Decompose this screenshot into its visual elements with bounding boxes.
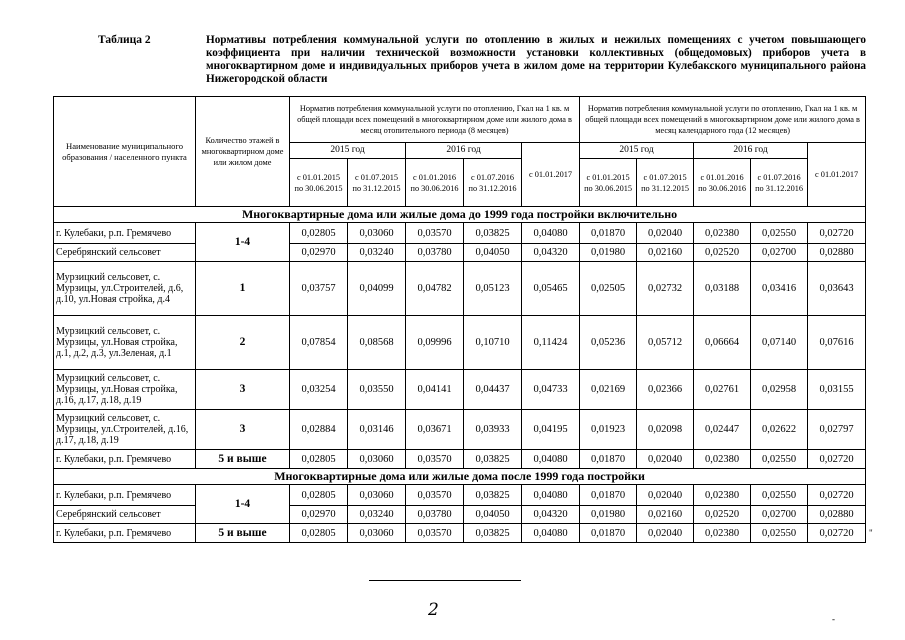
municipality-cell: Мурзицкий сельсовет, с. Мурзицы, ул.Новая стройка, д.16, д.17, д.18, д.19 <box>54 370 196 410</box>
floors-cell: 5 и выше <box>196 524 290 543</box>
norm-value-cell: 0,04437 <box>464 370 522 410</box>
norm-value-cell: 0,04050 <box>464 244 522 262</box>
norm-value-cell: 0,02380 <box>694 223 751 244</box>
municipality-cell: Мурзицкий сельсовет, с. Мурзицы, ул.Строителей, д.6, д.10, ул.Новая стройка, д.4 <box>54 262 196 316</box>
norm-value-cell: 0,04733 <box>522 370 580 410</box>
header-municipality: Наименование муниципального образования / населенного пункта <box>54 97 196 207</box>
norm-value-cell: 0,03188 <box>694 262 751 316</box>
norm-value-cell: 0,02761 <box>694 370 751 410</box>
norm-value-cell: 0,02550 <box>751 223 808 244</box>
norm-value-cell: 0,05712 <box>637 316 694 370</box>
norm-value-cell: 0,02366 <box>637 370 694 410</box>
header-period: с 01.07.2015 по 31.12.2015 <box>637 159 694 207</box>
table-row <box>54 370 866 410</box>
norm-value-cell: 0,04080 <box>522 485 580 506</box>
norm-value-cell: 0,01870 <box>580 223 637 244</box>
floors-cell: 3 <box>196 410 290 450</box>
norm-value-cell: 0,04195 <box>522 410 580 450</box>
floors-cell: 2 <box>196 316 290 370</box>
norm-value-cell: 0,04050 <box>464 506 522 524</box>
municipality-cell: г. Кулебаки, р.п. Гремячево <box>54 450 196 469</box>
header-year-2015: 2015 год <box>290 143 406 159</box>
section-title: Многоквартирные дома или жилые дома после 1999 года постройки <box>54 469 866 485</box>
municipality-cell: Серебрянский сельсовет <box>54 244 196 262</box>
corner-mark: - <box>832 614 835 624</box>
norm-value-cell: 0,03240 <box>348 506 406 524</box>
header-period: с 01.01.2017 <box>522 143 580 207</box>
header-period: с 01.01.2017 <box>808 143 866 207</box>
table-row <box>54 262 866 316</box>
norm-value-cell: 0,02550 <box>751 450 808 469</box>
norm-value-cell: 0,02880 <box>808 244 866 262</box>
norm-value-cell: 0,02720 <box>808 524 866 543</box>
norm-value-cell: 0,04080 <box>522 223 580 244</box>
norm-value-cell: 0,03780 <box>406 506 464 524</box>
norm-value-cell: 0,01870 <box>580 450 637 469</box>
norm-value-cell: 0,02520 <box>694 244 751 262</box>
norm-value-cell: 0,04320 <box>522 506 580 524</box>
norm-value-cell: 0,11424 <box>522 316 580 370</box>
norm-value-cell: 0,02797 <box>808 410 866 450</box>
header-floors: Количество этажей в многоквартирном доме или жилом доме <box>196 97 290 207</box>
table-row <box>54 316 866 370</box>
table-row <box>54 524 866 543</box>
norm-value-cell: 0,02040 <box>637 485 694 506</box>
norm-value-cell: 0,03643 <box>808 262 866 316</box>
norm-value-cell: 0,02550 <box>751 524 808 543</box>
norm-value-cell: 0,01870 <box>580 524 637 543</box>
norm-value-cell: 0,02805 <box>290 450 348 469</box>
norm-value-cell: 0,03060 <box>348 485 406 506</box>
header-period: с 01.07.2016 по 31.12.2016 <box>751 159 808 207</box>
table-row <box>54 485 866 506</box>
norm-value-cell: 0,02040 <box>637 524 694 543</box>
norm-value-cell: 0,01980 <box>580 506 637 524</box>
header-period: с 01.07.2015 по 31.12.2015 <box>348 159 406 207</box>
margin-mark: " <box>869 528 873 538</box>
norm-value-cell: 0,02098 <box>637 410 694 450</box>
norm-value-cell: 0,02160 <box>637 506 694 524</box>
norm-value-cell: 0,02520 <box>694 506 751 524</box>
norm-value-cell: 0,03825 <box>464 450 522 469</box>
table-row <box>54 410 866 450</box>
norm-value-cell: 0,03240 <box>348 244 406 262</box>
norm-value-cell: 0,02805 <box>290 223 348 244</box>
norm-value-cell: 0,02805 <box>290 524 348 543</box>
norm-value-cell: 0,02958 <box>751 370 808 410</box>
municipality-cell: Мурзицкий сельсовет, с. Мурзицы, ул.Новая стройка, д.1, д.2, д.3, ул.Зеленая, д.1 <box>54 316 196 370</box>
table-label: Таблица 2 <box>98 34 151 46</box>
norm-value-cell: 0,04141 <box>406 370 464 410</box>
header-year-2016: 2016 год <box>406 143 522 159</box>
municipality-cell: Мурзицкий сельсовет, с. Мурзицы, ул.Строителей, д.16, д.17, д.18, д.19 <box>54 410 196 450</box>
floors-cell: 1 <box>196 262 290 316</box>
norm-value-cell: 0,01980 <box>580 244 637 262</box>
norms-table <box>53 96 866 543</box>
norm-value-cell: 0,03570 <box>406 524 464 543</box>
norm-value-cell: 0,02550 <box>751 485 808 506</box>
norm-value-cell: 0,02970 <box>290 244 348 262</box>
norm-value-cell: 0,07854 <box>290 316 348 370</box>
norm-value-cell: 0,02040 <box>637 223 694 244</box>
norm-value-cell: 0,02380 <box>694 450 751 469</box>
norm-value-cell: 0,03780 <box>406 244 464 262</box>
norm-value-cell: 0,05465 <box>522 262 580 316</box>
norm-value-cell: 0,03825 <box>464 223 522 244</box>
section-before-1999 <box>54 207 866 469</box>
header-period: с 01.01.2016 по 30.06.2016 <box>694 159 751 207</box>
norm-value-cell: 0,02160 <box>637 244 694 262</box>
header-period: с 01.01.2016 по 30.06.2016 <box>406 159 464 207</box>
norm-value-cell: 0,03146 <box>348 410 406 450</box>
header-year-2015: 2015 год <box>580 143 694 159</box>
page-number: 2 <box>428 600 439 620</box>
norm-value-cell: 0,02380 <box>694 524 751 543</box>
section-title: Многоквартирные дома или жилые дома до 1999 года постройки включительно <box>54 207 866 223</box>
norm-value-cell: 0,06664 <box>694 316 751 370</box>
header-period: с 01.01.2015 по 30.06.2015 <box>290 159 348 207</box>
floors-cell: 5 и выше <box>196 450 290 469</box>
municipality-cell: г. Кулебаки, р.п. Гремячево <box>54 524 196 543</box>
header-period: с 01.01.2015 по 30.06.2015 <box>580 159 637 207</box>
municipality-cell: г. Кулебаки, р.п. Гремячево <box>54 223 196 244</box>
norm-value-cell: 0,03155 <box>808 370 866 410</box>
norm-value-cell: 0,03550 <box>348 370 406 410</box>
norm-value-cell: 0,02970 <box>290 506 348 524</box>
footnote-rule <box>369 580 521 581</box>
table-row <box>54 450 866 469</box>
norm-value-cell: 0,03570 <box>406 223 464 244</box>
norm-value-cell: 0,02732 <box>637 262 694 316</box>
norm-value-cell: 0,03416 <box>751 262 808 316</box>
norm-value-cell: 0,08568 <box>348 316 406 370</box>
norm-value-cell: 0,03825 <box>464 485 522 506</box>
norm-value-cell: 0,02700 <box>751 506 808 524</box>
norm-value-cell: 0,04320 <box>522 244 580 262</box>
norm-value-cell: 0,03060 <box>348 524 406 543</box>
norm-value-cell: 0,02805 <box>290 485 348 506</box>
header-year-2016: 2016 год <box>694 143 808 159</box>
norm-value-cell: 0,02447 <box>694 410 751 450</box>
norm-value-cell: 0,03060 <box>348 223 406 244</box>
municipality-cell: Серебрянский сельсовет <box>54 506 196 524</box>
norm-value-cell: 0,02700 <box>751 244 808 262</box>
norm-value-cell: 0,02880 <box>808 506 866 524</box>
table-row <box>54 223 866 244</box>
floors-cell: 1-4 <box>196 223 290 262</box>
norm-value-cell: 0,03570 <box>406 450 464 469</box>
document-title: Нормативы потребления коммунальной услуги по отоплению в жилых и нежилых помещениях с учетом повышающего коэффициента при наличии технической возможности установки коллективных (общедомовых) приборов учета в многоквартирном доме и индивидуальных приборов учета в жилом доме на территории Кулебакского муниципального района Нижегородской области <box>206 34 866 85</box>
norm-value-cell: 0,03570 <box>406 485 464 506</box>
floors-cell: 3 <box>196 370 290 410</box>
norm-value-cell: 0,03757 <box>290 262 348 316</box>
header-period: с 01.07.2016 по 31.12.2016 <box>464 159 522 207</box>
norm-value-cell: 0,05123 <box>464 262 522 316</box>
norm-value-cell: 0,04080 <box>522 450 580 469</box>
norm-value-cell: 0,04782 <box>406 262 464 316</box>
header-group-12-months: Норматив потребления коммунальной услуги по отоплению, Гкал на 1 кв. м общей площади всех помещений в многоквартирном доме или жилого дома в месяц календарного года (12 месяцев) <box>580 97 866 143</box>
municipality-cell: г. Кулебаки, р.п. Гремячево <box>54 485 196 506</box>
norm-value-cell: 0,07140 <box>751 316 808 370</box>
norm-value-cell: 0,03254 <box>290 370 348 410</box>
table-row <box>54 244 866 262</box>
norm-value-cell: 0,03933 <box>464 410 522 450</box>
norm-value-cell: 0,02169 <box>580 370 637 410</box>
norm-value-cell: 0,02720 <box>808 223 866 244</box>
floors-cell: 1-4 <box>196 485 290 524</box>
norm-value-cell: 0,02884 <box>290 410 348 450</box>
table-row <box>54 506 866 524</box>
norm-value-cell: 0,10710 <box>464 316 522 370</box>
norm-value-cell: 0,02720 <box>808 450 866 469</box>
norm-value-cell: 0,09996 <box>406 316 464 370</box>
norm-value-cell: 0,04080 <box>522 524 580 543</box>
norm-value-cell: 0,03671 <box>406 410 464 450</box>
norm-value-cell: 0,03825 <box>464 524 522 543</box>
norm-value-cell: 0,01923 <box>580 410 637 450</box>
header-group-8-months: Норматив потребления коммунальной услуги по отоплению, Гкал на 1 кв. м общей площади всех помещений в многоквартирном доме или жилого дома в месяц отопительного периода (8 месяцев) <box>290 97 580 143</box>
norm-value-cell: 0,02040 <box>637 450 694 469</box>
norm-value-cell: 0,02622 <box>751 410 808 450</box>
norm-value-cell: 0,02720 <box>808 485 866 506</box>
norm-value-cell: 0,02380 <box>694 485 751 506</box>
norm-value-cell: 0,07616 <box>808 316 866 370</box>
norm-value-cell: 0,04099 <box>348 262 406 316</box>
norm-value-cell: 0,05236 <box>580 316 637 370</box>
norm-value-cell: 0,03060 <box>348 450 406 469</box>
norm-value-cell: 0,02505 <box>580 262 637 316</box>
section-after-1999 <box>54 469 866 543</box>
norm-value-cell: 0,01870 <box>580 485 637 506</box>
